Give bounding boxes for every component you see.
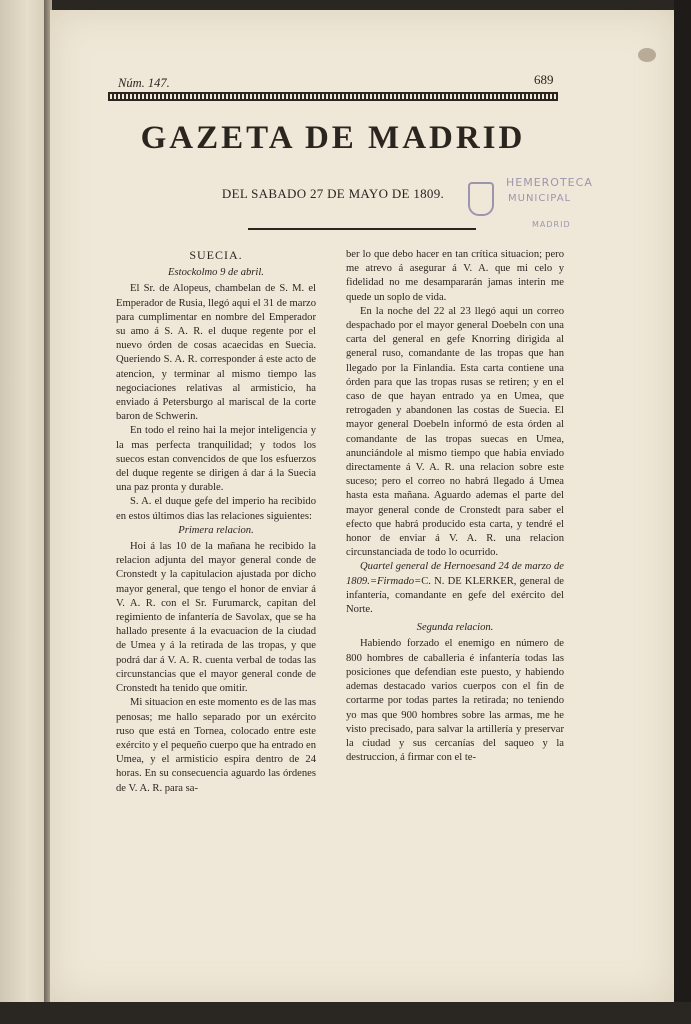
signature-block <box>346 560 564 617</box>
page-content <box>50 10 674 1002</box>
right-column <box>346 248 564 765</box>
right-background <box>674 0 691 1024</box>
paragraph: Habiendo forzado el enemigo en número de 800 hombres de caballeria é infantería todas las posiciones que defendian este puesto, y habiendo ademas destacado varios cuerpos con el fin de cortarme por todas partes la retirada; no teniendo yo mas que 900 hombres sobre las armas, me he visto precisado, para salvar la artillería y preservar la ciudad y sus cercanías del saqueo y la destruccion, á firmar con el te- <box>346 638 564 764</box>
signature-name: C. N. DE KLERKER <box>421 575 514 587</box>
dateline-rule <box>248 228 476 230</box>
signature-title: , general de infantería, comandante en gefe del exército del Norte. <box>346 575 564 616</box>
page-number: 689 <box>534 72 554 87</box>
bottom-background <box>0 1002 691 1024</box>
paragraph: ber lo que debo hacer en tan crítica situacion; pero me atrevo á asegurar á V. A. que mi celo y fidelidad no me desampararán jamas interin me quede un soplo de vida. <box>346 249 564 303</box>
library-stamp <box>468 176 608 246</box>
subheading: Segunda relacion. <box>416 622 494 634</box>
paragraph: Hoi á las 10 de la mañana he recibido la relacion adjunta del mayor general conde de Cronstedt y la capitulacion ajustada por dicho mayor general, que tengo el honor de enviar á V. A. R. con el Sr. Furumarck, capitan del regimiento de infantería de Savolax, que se ha hallado presente á la evacuacion de la ciudad de Umea y á la retirada de las tropas, y que podrá dar á V. A. R. cuenta verbal de todas las circunstancias que el mayor general conde de Cronstedt ha tenido que omitir. <box>116 541 316 695</box>
issue-number: Núm. 147. <box>118 76 170 90</box>
stamp-line-1: HEMEROTECA <box>506 176 593 189</box>
crest-icon <box>468 182 494 216</box>
paragraph: S. A. el duque gefe del imperio ha recibido en estos últimos dias las relaciones siguientes: <box>116 496 316 522</box>
subheading: Primera relacion. <box>178 524 254 536</box>
paragraph: En la noche del 22 al 23 llegó aqui un correo despachado por el mayor general Doebeln con una carta del general en gefe Knorring dirigida al general ruso, comandante de las tropas que han llegado por la Finlandia. Esta carta contiene una órden para que las tropas rusas se retiren; y en el caso de que hayan entrado ya en Umea, que retrogaden y abandonen las costas de Suecia. El mayor general Doebeln informó de esta órden al comandante de las tropas suecas en Umea, anunciándole al mismo tiempo que habia enviado directamente á V. A. R. una relacion sobre este suceso; pero el correo no habrá llegado á Umea hasta esta mañana. Aguardo ademas el parte del mayor general conde de Cronstedt para saber el efecto que habrá producido esta carta, y tendré el honor de enviar á V. A. R. una relacion circunstanciada de todo lo ocurrido. <box>346 305 564 559</box>
stamp-line-2: MUNICIPAL <box>508 193 572 204</box>
article-dateline: Estockolmo 9 de abril. <box>168 267 264 279</box>
paragraph: En todo el reino hai la mejor inteligencia y la mas perfecta tranquilidad; y todos los suecos estan convencidos de que los esfuerzos del duque regente se dirigen á dar á la Suecia una paz pronta y durable. <box>116 425 316 494</box>
paragraph: El Sr. de Alopeus, chambelan de S. M. el Emperador de Rusia, llegó aqui el 31 de marzo para cumplimentar en nombre del Emperador su amo á S. A. R. el duque regente por el nuevo órden de cosas acaecidas en Suecia. Queriendo S. A. R. corresponder á este acto de atencion, y terminar al mismo tiempo las negociaciones relativas al armisticio, ha enviado á Petersburgo al mariscal de la corte baron de Schwerin. <box>116 283 316 423</box>
section-heading: SUECIA. <box>189 248 243 262</box>
masthead-title: GAZETA DE MADRID <box>140 120 526 156</box>
paragraph: Mi situacion en este momento es de las mas penosas; me hallo separado por un exército ruso que está en Tornea, colocado entre este exército y el pequeño cuerpo que ha entrado en Umea, y el armisticio espira dentro de 24 horas. En su consecuencia aguardo las órdenes de V. A. R. para sa- <box>116 697 317 794</box>
signature-place-date: Quartel general de Hernoesand 24 de marzo de 1809.=Firmado= <box>346 561 564 587</box>
facing-page-edge <box>0 0 46 1002</box>
stamp-line-3: MADRID <box>532 220 571 229</box>
masthead-rule <box>108 92 558 101</box>
issue-dateline: DEL SABADO 27 DE MAYO DE 1809. <box>221 186 445 201</box>
left-column <box>116 248 316 796</box>
